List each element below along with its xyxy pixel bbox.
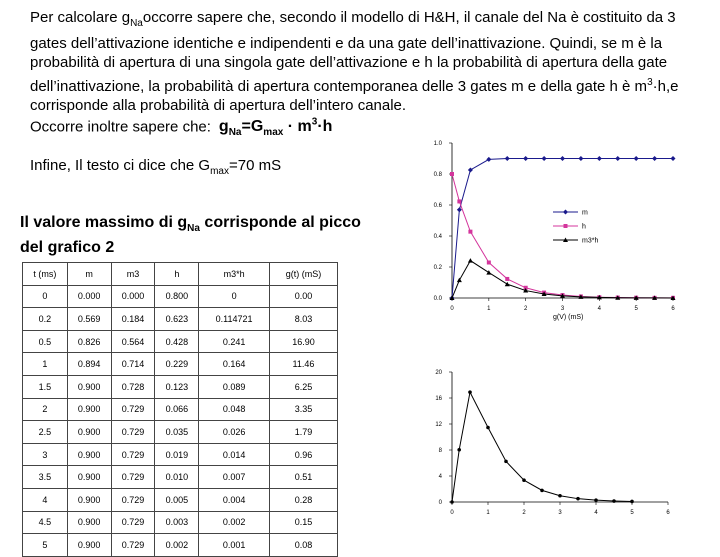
y-tick-label: 8 xyxy=(438,448,442,454)
table-cell: 0.123 xyxy=(155,375,199,398)
table-cell: 0.800 xyxy=(155,285,199,308)
series-line xyxy=(452,174,673,298)
table-row xyxy=(23,398,338,421)
data-point xyxy=(597,156,602,161)
table-cell: 0.729 xyxy=(111,534,155,557)
chart-gates xyxy=(420,135,720,325)
table-row xyxy=(23,443,338,466)
table-header-row xyxy=(23,263,338,286)
table-cell: 0.001 xyxy=(199,534,270,557)
series-line xyxy=(452,392,632,502)
intro-text-2: occorre sapere che, secondo il modello di H&H, il canale del Na è costituito da 3 gates dell’attivazione identiche e indipendenti e da una gate dell’inattivazione. Quindi, se m è la probabilità di apertura di una singola gate dell’attivazione e h la probabilità di apertura della gate dell’inattivazione, la probabilità di apertura contemporanea delle 3 gates m e della gate h è m xyxy=(30,9,676,95)
table-cell: 0 xyxy=(23,285,68,308)
header-m: m xyxy=(67,263,111,286)
max-text-b: corrisponde al picco del grafico 2 xyxy=(20,214,361,257)
table-cell: 0.08 xyxy=(269,534,337,557)
data-point xyxy=(486,157,491,162)
table-cell: 0.729 xyxy=(111,511,155,534)
chart-conductance xyxy=(420,355,690,540)
table-cell: 0.28 xyxy=(269,488,337,511)
data-point xyxy=(615,156,620,161)
table-row xyxy=(23,534,338,557)
data-point xyxy=(457,448,461,452)
data-point xyxy=(505,282,510,287)
table-cell: 0.729 xyxy=(111,398,155,421)
table-cell: 0.428 xyxy=(155,330,199,353)
table-cell: 0.184 xyxy=(111,308,155,331)
header-g: g(t) (mS) xyxy=(269,263,337,286)
table-cell: 0.729 xyxy=(111,443,155,466)
formula-intro-text: Occorre inoltre sapere che: xyxy=(30,118,211,136)
legend-label: m3*h xyxy=(582,237,599,245)
gmax-sub: max xyxy=(210,166,229,177)
table-cell: 0.728 xyxy=(111,375,155,398)
table-cell: 0.019 xyxy=(155,443,199,466)
table-cell: 0.900 xyxy=(67,488,111,511)
table-cell: 0.164 xyxy=(199,353,270,376)
data-point xyxy=(558,494,562,498)
data-point xyxy=(671,156,676,161)
data-point xyxy=(505,156,510,161)
table-cell: 0.066 xyxy=(155,398,199,421)
x-tick-label: 1 xyxy=(487,306,491,312)
data-point xyxy=(564,224,568,228)
table-cell: 0.048 xyxy=(199,398,270,421)
x-tick-label: 4 xyxy=(594,510,598,516)
table-cell: 0.623 xyxy=(155,308,199,331)
x-tick-label: 4 xyxy=(597,306,602,312)
table-cell: 0.51 xyxy=(269,466,337,489)
table-row xyxy=(23,285,338,308)
table-cell: 2.5 xyxy=(23,421,68,444)
data-point xyxy=(560,156,565,161)
data-point xyxy=(594,498,598,502)
table-cell: 0.729 xyxy=(111,466,155,489)
table-cell: 0.002 xyxy=(199,511,270,534)
gmax-text: Infine, Il testo ci dice che G xyxy=(30,157,211,174)
data-point xyxy=(630,500,634,504)
table-cell: 0.000 xyxy=(111,285,155,308)
table-cell: 2 xyxy=(23,398,68,421)
table-row xyxy=(23,511,338,534)
gmax-line xyxy=(30,157,281,177)
table-row xyxy=(23,330,338,353)
data-point xyxy=(457,199,461,203)
data-point xyxy=(522,478,526,482)
data-table xyxy=(22,262,338,557)
series-line xyxy=(452,159,673,299)
formula-line xyxy=(30,117,332,139)
table-cell: 1.5 xyxy=(23,375,68,398)
data-point xyxy=(504,460,508,464)
max-value-statement xyxy=(20,213,380,257)
y-tick-label: 4 xyxy=(438,474,442,480)
data-point xyxy=(578,156,583,161)
data-point xyxy=(468,230,472,234)
y-tick-label: 20 xyxy=(435,370,442,376)
table-cell: 3.5 xyxy=(23,466,68,489)
table-cell: 0.894 xyxy=(67,353,111,376)
y-tick-label: 16 xyxy=(435,396,442,402)
table-cell: 0.114721 xyxy=(199,308,270,331)
data-point xyxy=(468,258,473,263)
table-cell: 0.714 xyxy=(111,353,155,376)
table-cell: 0.96 xyxy=(269,443,337,466)
data-point xyxy=(487,261,491,265)
formula xyxy=(218,117,333,139)
table-cell: 0 xyxy=(199,285,270,308)
table-row xyxy=(23,421,338,444)
table-cell: 1 xyxy=(23,353,68,376)
x-tick-label: 6 xyxy=(666,510,670,516)
table-cell: 0.003 xyxy=(155,511,199,534)
table-row xyxy=(23,308,338,331)
intro-subscript-na: Na xyxy=(130,18,143,29)
table-cell: 0.014 xyxy=(199,443,270,466)
intro-text-3: ·h,e corrisponde alla probabilità di apertura dell’intero canale. xyxy=(30,77,679,114)
table-cell: 0.729 xyxy=(111,488,155,511)
table-row xyxy=(23,488,338,511)
data-point xyxy=(486,270,491,275)
table-cell: 0.007 xyxy=(199,466,270,489)
formula-gmax: =G xyxy=(241,118,264,136)
table-cell: 0.564 xyxy=(111,330,155,353)
data-point xyxy=(486,426,490,430)
table-cell: 0.002 xyxy=(155,534,199,557)
formula-sub-na: Na xyxy=(228,127,242,139)
x-axis-label: g(V) (mS) xyxy=(553,314,584,321)
x-tick-label: 0 xyxy=(450,510,454,516)
y-tick-label: 0 xyxy=(438,500,442,506)
table-cell: 0.035 xyxy=(155,421,199,444)
intro-text-1: Per calcolare g xyxy=(30,9,131,26)
table-cell: 16.90 xyxy=(269,330,337,353)
table-cell: 0.900 xyxy=(67,466,111,489)
data-point xyxy=(468,167,473,172)
table-row xyxy=(23,375,338,398)
data-point xyxy=(457,207,462,212)
legend-label: m xyxy=(582,209,588,217)
legend-label: h xyxy=(582,223,586,231)
y-tick-label: 0.4 xyxy=(433,234,442,240)
series-line xyxy=(452,261,673,298)
formula-sup-3: 3 xyxy=(311,117,318,128)
table-cell: 0.010 xyxy=(155,466,199,489)
data-point xyxy=(576,497,580,501)
x-tick-label: 1 xyxy=(486,510,490,516)
table-cell: 0.2 xyxy=(23,308,68,331)
intro-paragraph xyxy=(30,8,710,116)
table-cell: 0.026 xyxy=(199,421,270,444)
y-tick-label: 0.2 xyxy=(433,265,442,271)
y-tick-label: 0.6 xyxy=(433,203,442,209)
formula-g: g xyxy=(218,118,229,136)
table-cell: 11.46 xyxy=(269,353,337,376)
table-row xyxy=(23,353,338,376)
x-tick-label: 5 xyxy=(630,510,634,516)
header-m3h: m3*h xyxy=(199,263,270,286)
data-point xyxy=(450,500,454,504)
table-cell: 0.900 xyxy=(67,511,111,534)
table-cell: 0.005 xyxy=(155,488,199,511)
header-m3: m3 xyxy=(111,263,155,286)
table-cell: 0.569 xyxy=(67,308,111,331)
table-cell: 0.15 xyxy=(269,511,337,534)
table-cell: 0.900 xyxy=(67,534,111,557)
table-cell: 0.00 xyxy=(269,285,337,308)
table-row xyxy=(23,466,338,489)
x-tick-label: 3 xyxy=(558,510,562,516)
data-point xyxy=(523,156,528,161)
x-tick-label: 3 xyxy=(560,306,565,312)
table-cell: 0.826 xyxy=(67,330,111,353)
table-cell: 1.79 xyxy=(269,421,337,444)
data-point xyxy=(612,499,616,503)
table-cell: 0.5 xyxy=(23,330,68,353)
table-cell: 5 xyxy=(23,534,68,557)
max-text-a: Il valore massimo di g xyxy=(20,214,188,231)
formula-h: ·h xyxy=(317,118,333,136)
data-point xyxy=(542,156,547,161)
gmax-value: =70 mS xyxy=(229,157,282,174)
table-cell: 0.241 xyxy=(199,330,270,353)
x-tick-label: 2 xyxy=(522,510,526,516)
x-tick-label: 2 xyxy=(523,306,528,312)
x-tick-label: 0 xyxy=(450,306,454,312)
data-point xyxy=(634,156,639,161)
y-tick-label: 12 xyxy=(435,422,442,428)
table-cell: 0.004 xyxy=(199,488,270,511)
intro-superscript-3: 3 xyxy=(647,76,653,88)
data-point xyxy=(652,156,657,161)
table-cell: 0.900 xyxy=(67,421,111,444)
header-t: t (ms) xyxy=(23,263,68,286)
y-tick-label: 0.8 xyxy=(433,172,442,178)
table-cell: 3 xyxy=(23,443,68,466)
table-cell: 0.089 xyxy=(199,375,270,398)
table-cell: 0.900 xyxy=(67,443,111,466)
header-h: h xyxy=(155,263,199,286)
table-cell: 0.000 xyxy=(67,285,111,308)
data-point xyxy=(540,489,544,493)
x-tick-label: 6 xyxy=(671,306,675,312)
data-point xyxy=(505,277,509,281)
table-cell: 0.900 xyxy=(67,398,111,421)
data-point xyxy=(468,390,472,394)
data-point xyxy=(563,210,568,215)
formula-m: · m xyxy=(283,118,312,136)
table-cell: 8.03 xyxy=(269,308,337,331)
table-cell: 0.729 xyxy=(111,421,155,444)
formula-sub-max: max xyxy=(263,127,284,139)
table-cell: 0.900 xyxy=(67,375,111,398)
table-cell: 0.229 xyxy=(155,353,199,376)
data-point xyxy=(450,172,454,176)
table-cell: 4.5 xyxy=(23,511,68,534)
table-cell: 6.25 xyxy=(269,375,337,398)
y-tick-label: 1.0 xyxy=(433,141,442,147)
x-tick-label: 5 xyxy=(634,306,638,312)
table-cell: 4 xyxy=(23,488,68,511)
data-point xyxy=(457,278,462,283)
y-tick-label: 0.0 xyxy=(433,296,442,302)
max-sub: Na xyxy=(187,223,200,235)
table-cell: 3.35 xyxy=(269,398,337,421)
